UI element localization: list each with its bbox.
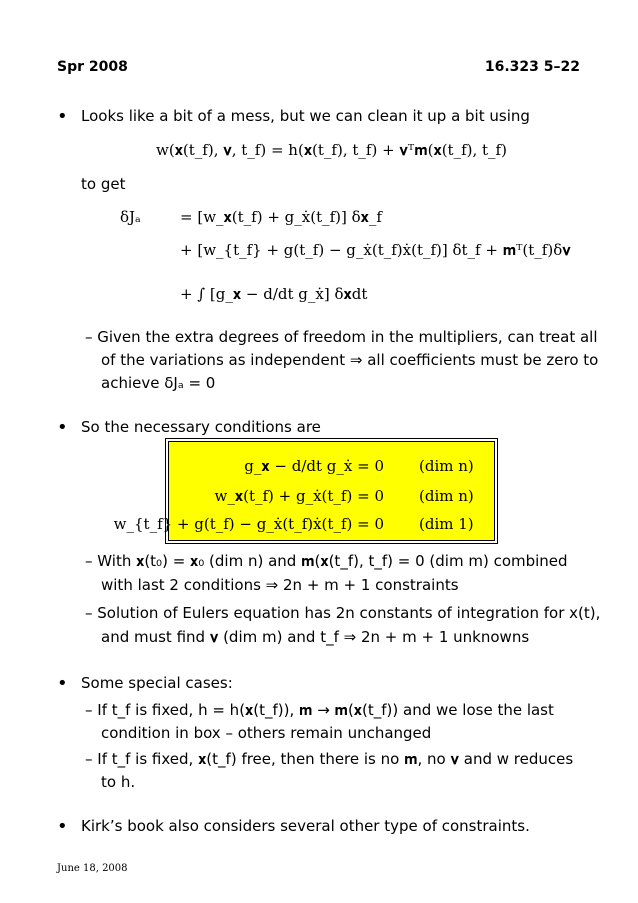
bullet-dot: • — [57, 816, 68, 837]
bullet4-text: Kirk’s book also considers several other type of constraints. — [81, 817, 530, 835]
delta-J-lhs: δJₐ — [120, 208, 141, 226]
box-eq-1: g_𝐱 − d/dt g_ẋ = 0 — [244, 457, 384, 475]
deltaJ-line3: + ∫ [g_𝐱 − d/dt g_ẋ] δ𝐱dt — [180, 285, 368, 303]
box-eq-3: w_{t_f} + g(t_f) − g_ẋ(t_f)ẋ(t_f) = 0 — [113, 515, 384, 533]
bullet2-sub2-line2: and must find 𝛎 (dim m) and t_f ⇒ 2n + m + 1 unknowns — [101, 628, 530, 646]
bullet-dot: • — [57, 673, 68, 694]
bullet1-sub-line3: achieve δJₐ = 0 — [101, 374, 216, 392]
footer-date: June 18, 2008 — [57, 863, 128, 874]
deltaJ-line2: + [w_{t_f} + g(t_f) − g_ẋ(t_f)ẋ(t_f)] δt_f + 𝐦ᵀ(t_f)δ𝛎 — [180, 241, 571, 259]
bullet3-sub2-line1: – If t_f is fixed, 𝐱(t_f) free, then there is no 𝐦, no 𝛎 and w reduces — [85, 750, 574, 768]
box-dim-1: (dim n) — [419, 457, 474, 475]
bullet3-sub1-line1: – If t_f is fixed, h = h(𝐱(t_f)), 𝐦 → 𝐦(𝐱(t_f)) and we lose the last — [85, 701, 554, 719]
bullet2-text: So the necessary conditions are — [81, 418, 321, 436]
bullet1-sub-line1: – Given the extra degrees of freedom in the multipliers, can treat all — [85, 328, 598, 346]
bullet-dot: • — [57, 106, 68, 127]
bullet3-sub1-line2: condition in box – others remain unchanged — [101, 724, 432, 742]
bullet3-sub2-line2: to h. — [101, 773, 136, 791]
box-dim-3: (dim 1) — [419, 515, 474, 533]
bullet-dot: • — [57, 417, 68, 438]
box-dim-2: (dim n) — [419, 487, 474, 505]
header-left: Spr 2008 — [57, 59, 128, 75]
bullet2-sub1-line1: – With 𝐱(t₀) = 𝐱₀ (dim n) and 𝐦(𝐱(t_f), t_f) = 0 (dim m) combined — [85, 552, 568, 570]
bullet1-equation-w: w(𝐱(t_f), 𝛎, t_f) = h(𝐱(t_f), t_f) + 𝛎ᵀ𝐦(𝐱(t_f), t_f) — [156, 141, 507, 159]
bullet2-sub1-line2: with last 2 conditions ⇒ 2n + m + 1 constraints — [101, 576, 459, 594]
to-get-text: to get — [81, 175, 126, 193]
bullet1-sub-line2: of the variations as independent ⇒ all coefficients must be zero to — [101, 351, 599, 369]
header-right: 16.323 5–22 — [484, 59, 580, 75]
deltaJ-line1: = [w_𝐱(t_f) + g_ẋ(t_f)] δ𝐱_f — [180, 208, 382, 226]
bullet1-text: Looks like a bit of a mess, but we can clean it up a bit using — [81, 107, 530, 125]
conditions-box — [113, 441, 495, 541]
box-eq-2: w_𝐱(t_f) + g_ẋ(t_f) = 0 — [214, 487, 384, 505]
bullet3-text: Some special cases: — [81, 674, 233, 692]
bullet2-sub2-line1: – Solution of Eulers equation has 2n constants of integration for x(t), — [85, 604, 601, 622]
